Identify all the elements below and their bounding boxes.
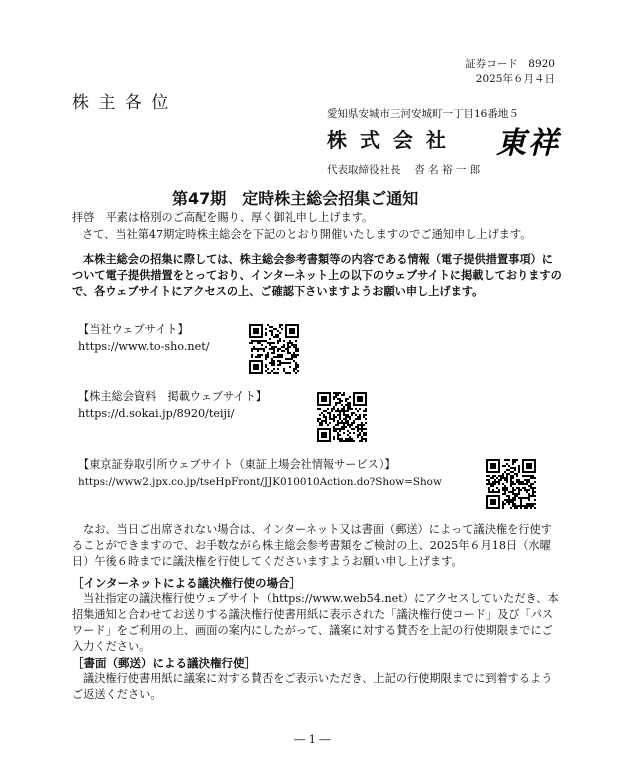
company-name: 株 式 会 社 — [327, 128, 449, 152]
intro-greeting: 拝啓 平素は格別のご高配を賜り、厚く御礼申し上げます。 — [72, 211, 374, 224]
internet-voting-text: 当社指定の議決権行使ウェブサイト（https://www.web54.net）にアクセスしていただき、本招集通知と合わせてお送りする議決権行使書用紙に表示された「議決権行使コード」及び「パスワード」をご利用の上、画面の案内にしたがって、議案に対する賛否を上記の行使期限までにご入力ください。 — [72, 592, 559, 653]
page-number: ― 1 ― — [294, 733, 331, 746]
website-url-tse[interactable]: https://www2.jpx.co.jp/tseHpFront/JJK010010Action.do?Show=Show — [78, 476, 442, 488]
website-label-tse: 【東京証券取引所ウェブサイト（東証上場会社情報サービス）】 — [78, 458, 396, 471]
internet-voting-heading: ［インターネットによる議決権行使の場合］ — [72, 576, 301, 590]
company-logo: 東祥 — [496, 126, 560, 161]
notice-date: 2025年６月４日 — [475, 73, 555, 85]
website-label-company: 【当社ウェブサイト】 — [78, 323, 189, 336]
website-url-materials[interactable]: https://d.sokai.jp/8920/teiji/ — [78, 407, 235, 420]
company-address: 愛知県安城市三河安城町一丁目16番地５ — [327, 108, 519, 120]
addressee: 株 主 各 位 — [72, 93, 171, 113]
securities-code: 証券コード 8920 — [465, 58, 555, 70]
mail-voting-heading: ［書面（郵送）による議決権行使］ — [72, 656, 256, 670]
website-url-company[interactable]: https://www.to-sho.net/ — [78, 340, 210, 353]
qr-code-materials — [317, 392, 367, 442]
qr-code-tse — [486, 459, 536, 509]
electronic-provision-notice: 本株主総会の招集に際しては、株主総会参考書類等の内容である情報（電子提供措置事項）について電子提供措置をとっており、インターネット上の以下のウェブサイトに掲載しておりますので、各ウェブサイトにアクセスの上、ご確認下さいますようお願い申し上げます。 — [72, 253, 562, 298]
mail-voting-text: 議決権行使書用紙に議案に対する賛否をご表示いただき、上記の行使期限までに到着するようご返送ください。 — [72, 672, 553, 701]
website-label-materials: 【株主総会資料 掲載ウェブサイト】 — [78, 390, 267, 403]
absence-voting-notice: なお、当日ご出席されない場合は、インターネット又は書面（郵送）によって議決権を行使することができますので、お手数ながら株主総会参考書類をご検討の上、2025年６月18日（水曜日）午後６時までに議決権を行使してくださいますようお願い申し上げます。 — [72, 523, 552, 568]
qr-code-company — [249, 324, 299, 374]
page-title: 第47期 定時株主総会招集ご通知 — [172, 189, 419, 208]
representative: 代表取締役社長 沓 名 裕 一 郎 — [327, 164, 481, 176]
intro-announcement: さて、当社第47期定時株主総会を下記のとおり開催いたしますのでご通知申し上げます。 — [82, 228, 532, 241]
